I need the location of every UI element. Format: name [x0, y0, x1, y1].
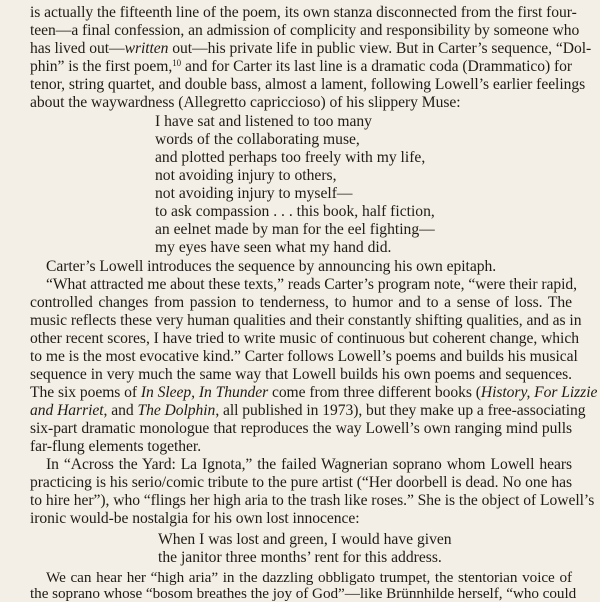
verse-line: When I was lost and green, I would have given — [158, 531, 452, 548]
book-title: The Dolphin — [137, 402, 216, 419]
text-line: to me is the most evocative kind.” Carter follows Lowell’s poems and builds his musical — [30, 348, 578, 365]
verse-line: to ask compassion . . . this book, half fiction, — [155, 203, 435, 220]
footnote-ref: 10 — [172, 58, 182, 68]
text-line: tenor, string quartet, and double bass, almost a lament, following Lowell’s earlier feelings — [30, 76, 586, 93]
text-line: ironic would-be nostalgia for his own lost innocence: — [30, 510, 360, 527]
text-line: music reflects these very human qualities and their constantly shifting qualities, and as in — [30, 312, 582, 329]
book-title: and Harriet — [30, 402, 104, 419]
text-line: the soprano whose “bosom breathes the joy of God”—like Brünnhilde herself, “who could — [30, 585, 577, 602]
text-line: six-part dramatic monologue that reproduces the way Lowell’s own ranging mind pulls — [30, 420, 572, 437]
text-line: and Harriet, and The Dolphin, all published in 1973), but they make up a free-associating — [30, 402, 586, 419]
book-title: In Sleep, In Thunder — [140, 384, 269, 401]
text-line: sequence in very much the same way that Lowell builds his own poems and sequences. — [30, 366, 572, 383]
verse-line: and plotted perhaps too freely with my life, — [155, 149, 426, 166]
verse-line: an eelnet made by man for the eel fighting— — [155, 221, 435, 238]
book-title: History, For Lizzie — [480, 384, 598, 401]
text-line: phin” is the first poem,$^{10}$ and for Carter its last line is a dramatic coda (Drammatico) for — [30, 58, 573, 75]
text-line: The six poems of In Sleep, In Thunder come from three different books (History, For Lizzie — [30, 384, 598, 401]
text-line: far-flung elements together. — [30, 438, 202, 455]
text-line: “What attracted me about these texts,” reads Carter’s program note, “were their rapid, — [46, 276, 577, 293]
text-line: about the waywardness (Allegretto capriccioso) of his slippery Muse: — [30, 94, 461, 111]
text-line: controlled changes from passion to tenderness, to humor and to a sense of loss. The — [30, 294, 572, 311]
verse-line: my eyes have seen what my hand did. — [155, 239, 392, 256]
text-line: practicing is his serio/comic tribute to the pure artist (“Her doorbell is dead. No one has — [30, 474, 572, 491]
text-line: is actually the fifteenth line of the poem, its own stanza disconnected from the first four- — [30, 4, 577, 21]
text-line: other recent scores, I have tried to write music of continuous but coherent change, which — [30, 330, 579, 347]
emphasis: written — [124, 40, 169, 57]
text-line: has lived out—written out—his private life in public view. But in Carter’s sequence, “Dol- — [30, 40, 592, 57]
text-line: Carter’s Lowell introduces the sequence by announcing his own epitaph. — [46, 258, 497, 275]
text-line: In “Across the Yard: La Ignota,” the failed Wagnerian soprano whom Lowell hears — [46, 456, 572, 473]
verse-line: not avoiding injury to others, — [155, 167, 337, 184]
text-line: We can hear her “high aria” in the dazzling obbligato trumpet, the stentorian voice of — [46, 569, 572, 586]
text-line: teen—a final confession, an admission of complicity and responsibility by someone who — [30, 22, 580, 39]
verse-line: words of the collaborating muse, — [155, 131, 360, 148]
verse-line: the janitor three months’ rent for this address. — [158, 549, 442, 566]
verse-line: I have sat and listened to too many — [155, 113, 372, 130]
verse-line: not avoiding injury to myself— — [155, 185, 353, 202]
text-line: to hire her”), who “flings her high aria to the trash like roses.” She is the object of Lowell’s — [30, 492, 595, 509]
